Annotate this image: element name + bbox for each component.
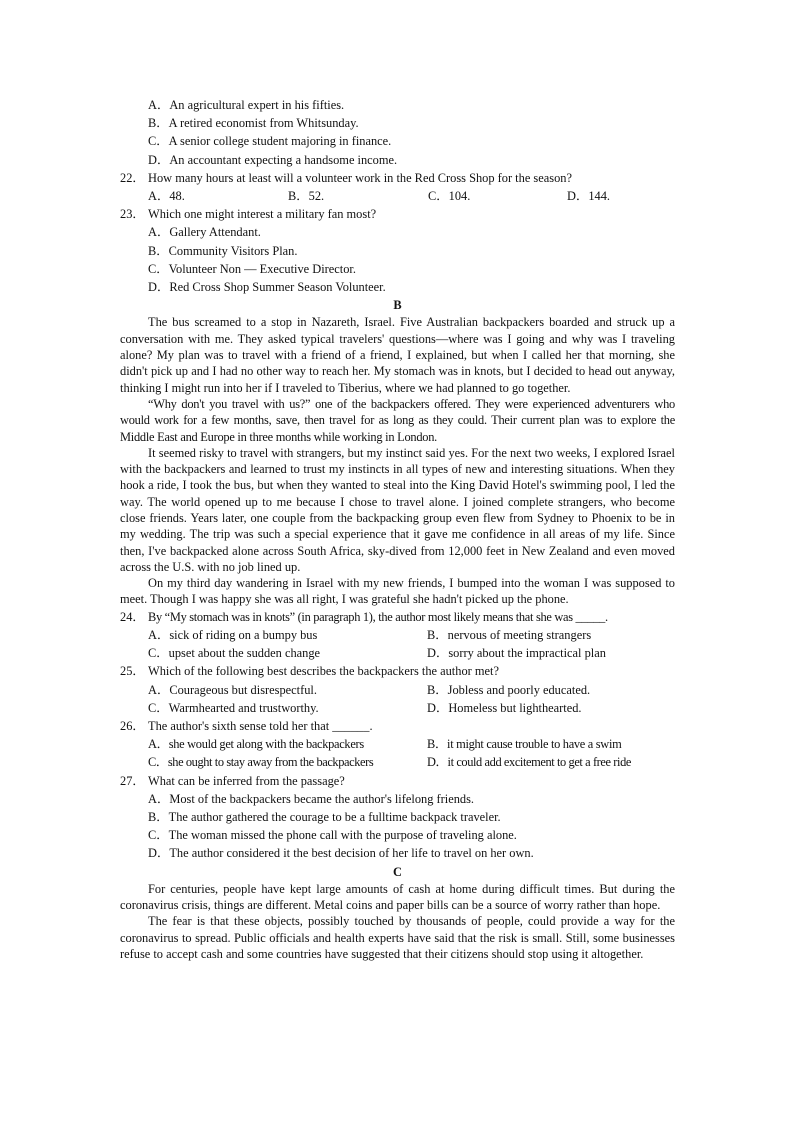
q21-option-c: C．A senior college student majoring in finance. <box>148 134 392 149</box>
q27-option-b: B．The author gathered the courage to be a fulltime backpack traveler. <box>148 810 501 825</box>
section-heading-c: C <box>393 864 402 879</box>
passage-b-paragraph-3: It seemed risky to travel with strangers, but my instinct said yes. For the next two weeks, I explored Israel with the backpackers and learned to trust my instincts in all types of new and interesting situations. When they hook a ride, I took the bus, but when they wanted to steal into the King David Hotel's swimming pool, I led the way. The world opened up to me because I chose to travel alone. I joined complete strangers, who become close friends. Years later, one couple from the backpacking group even flew from Sydney to Phoenix to be in my wedding. The trip was such a special experience that it gave me confidence in all areas of my life. Since then, I've backpacked alone across South Africa, sky-dived from 12,000 feet in New Zealand and even moved across the U.S. with no job lined up. <box>120 445 675 574</box>
q25-options-row-1 <box>120 681 675 699</box>
q26-option-d: D．it could add excitement to get a free ride <box>427 755 631 770</box>
question-27 <box>120 772 675 790</box>
q21-option-d: D．An accountant expecting a handsome income. <box>148 152 398 167</box>
q23-option-d: D．Red Cross Shop Summer Season Volunteer. <box>148 280 386 295</box>
question-text: Which one might interest a military fan most? <box>148 207 377 222</box>
q26-options-row-2 <box>120 753 675 771</box>
exam-page <box>120 96 675 962</box>
q21-option-b: B．A retired economist from Whitsunday. <box>148 116 359 131</box>
q23-option-b: B．Community Visitors Plan. <box>148 243 298 258</box>
q22-options <box>120 187 675 205</box>
q23-option-c: C．Volunteer Non — Executive Director. <box>148 261 356 276</box>
question-text: How many hours at least will a volunteer work in the Red Cross Shop for the season? <box>148 170 572 185</box>
question-26 <box>120 717 675 735</box>
q24-option-d: D．sorry about the impractical plan <box>427 646 606 661</box>
q24-options-row-2 <box>120 644 675 662</box>
question-24 <box>120 608 675 626</box>
question-number: 26． <box>120 719 145 733</box>
question-25 <box>120 662 675 680</box>
q27-option-d: D．The author considered it the best decision of her life to travel on her own. <box>148 846 534 861</box>
q27-option-a: A．Most of the backpackers became the author's lifelong friends. <box>148 791 475 806</box>
question-number: 25． <box>120 664 145 679</box>
q26-options-row-1 <box>120 735 675 753</box>
passage-b-paragraph-1: The bus screamed to a stop in Nazareth, Israel. Five Australian backpackers boarded and struck up a conversation with me. They asked typical travelers' questions—where was I going and why was I traveling alone? My plan was to travel with a friend of a friend, I explained, but when I called her that morning, she didn't pick up and I had no other way to reach her. My stomach was in knots, but I decided to head out anyway, thinking I might run into her if I traveled to Tiberius, where we had planned to go together. <box>120 315 675 395</box>
q25-option-c: C．Warmhearted and trustworthy. <box>148 700 319 715</box>
q22-option-c: C．104. <box>428 189 471 204</box>
passage-c-paragraph-2: The fear is that these objects, possibly touched by thousands of people, could provide a way for the coronavirus to spread. Public officials and health experts have said that the risk is small. Still, some businesses refuse to accept cash and some countries have suggested that their citizens should stop using it altogether. <box>120 914 675 962</box>
q22-option-b: B．52. <box>288 189 325 204</box>
q26-option-c: C．she ought to stay away from the backpackers <box>148 755 374 770</box>
q24-option-a: A．sick of riding on a bumpy bus <box>148 627 318 642</box>
question-number: 23． <box>120 207 145 222</box>
passage-b-paragraph-2: “Why don't you travel with us?” one of the backpackers offered. They were experienced adventurers who would work for a few months, save, then travel for as long as they could. Their current plan was to explore the Middle East and Europe in three months while working in London. <box>120 396 675 444</box>
question-number: 22． <box>120 170 145 185</box>
q25-option-a: A．Courageous but disrespectful. <box>148 682 317 697</box>
passage-b-paragraph-4: On my third day wandering in Israel with my new friends, I bumped into the woman I was supposed to meet. Though I was happy she was all right, I was grateful she hadn't picked up the phone. <box>120 576 675 607</box>
question-text: What can be inferred from the passage? <box>148 773 345 788</box>
q26-option-b: B．it might cause trouble to have a swim <box>427 737 622 752</box>
q24-option-b: B．nervous of meeting strangers <box>427 627 592 642</box>
q24-option-c: C．upset about the sudden change <box>148 646 321 661</box>
question-22 <box>120 169 675 187</box>
question-text: Which of the following best describes the backpackers the author met? <box>148 664 499 679</box>
question-number: 27． <box>120 773 145 788</box>
q27-option-c: C．The woman missed the phone call with the purpose of traveling alone. <box>148 828 517 843</box>
q24-options-row-1 <box>120 626 675 644</box>
section-heading-b: B <box>393 298 402 313</box>
question-text: The author's sixth sense told her that ______. <box>148 719 373 733</box>
question-text: By “My stomach was in knots” (in paragraph 1), the author most likely means that she was _____. <box>148 609 608 624</box>
q22-option-d: D．144. <box>567 189 611 204</box>
question-number: 24． <box>120 609 145 624</box>
q26-option-a: A．she would get along with the backpackers <box>148 737 364 752</box>
q25-option-b: B．Jobless and poorly educated. <box>427 682 591 697</box>
q25-option-d: D．Homeless but lighthearted. <box>427 700 582 715</box>
passage-c-paragraph-1: For centuries, people have kept large amounts of cash at home during difficult times. But during the coronavirus crisis, things are different. Metal coins and paper bills can be a source of worry rather than hope. <box>120 881 675 913</box>
q25-options-row-2 <box>120 699 675 717</box>
q21-option-a: A．An agricultural expert in his fifties. <box>148 98 345 112</box>
q23-option-a: A．Gallery Attendant. <box>148 225 261 240</box>
q22-option-a: A．48. <box>148 189 185 204</box>
question-23 <box>120 205 675 223</box>
